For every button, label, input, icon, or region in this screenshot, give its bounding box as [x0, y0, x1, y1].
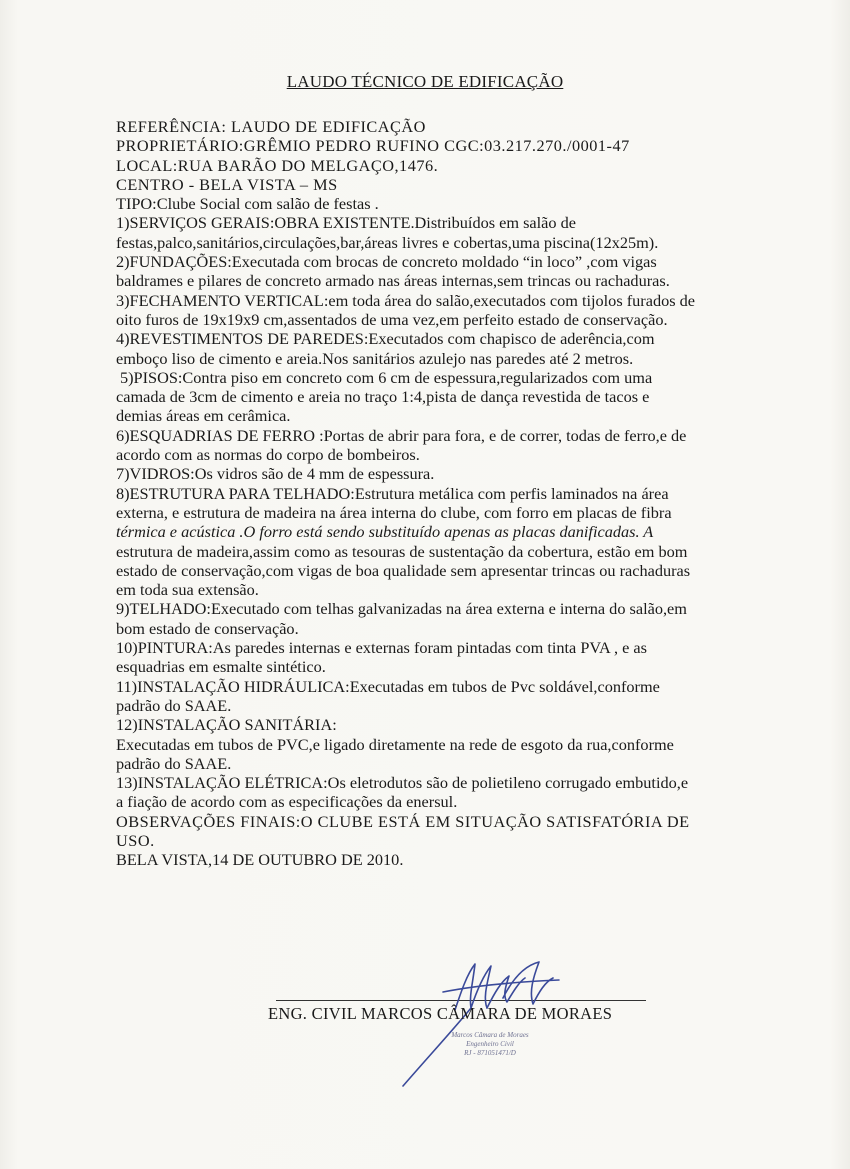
section-1-line: 1)SERVIÇOS GERAIS:OBRA EXISTENTE.Distribuídos em salão de	[116, 213, 576, 233]
type-line: TIPO:Clube Social com salão de festas .	[116, 194, 379, 214]
section-13-line: 13)INSTALAÇÃO ELÉTRICA:Os eletrodutos são de polietileno corrugado embutido,e	[116, 773, 689, 793]
section-6-line: acordo com as normas do corpo de bombeiros.	[116, 445, 420, 465]
section-11-line: 11)INSTALAÇÃO HIDRÁULICA:Executadas em tubos de Pvc soldável,conforme	[116, 676, 660, 696]
district-line: CENTRO - BELA VISTA – MS	[116, 174, 338, 194]
section-6-line: 6)ESQUADRIAS DE FERRO :Portas de abrir para fora, e de correr, todas de ferro,e de	[116, 425, 687, 445]
section-8-line: estrutura de madeira,assim como as tesouras de sustentação da cobertura, estão em bom	[116, 541, 688, 561]
final-observations-line: OBSERVAÇÕES FINAIS:O CLUBE ESTÁ EM SITUAÇÃO SATISFATÓRIA DE	[116, 811, 690, 831]
engineer-name: ENG. CIVIL MARCOS CÂMARA DE MORAES	[268, 1004, 613, 1023]
owner-line: PROPRIETÁRIO:GRÊMIO PEDRO RUFINO CGC:03.217.270./0001-47	[116, 136, 630, 156]
section-5-line: demias áreas em cerâmica.	[116, 406, 291, 426]
stamp-registration: RJ - 871051471/D	[464, 1049, 516, 1057]
location-line: LOCAL:RUA BARÃO DO MELGAÇO,1476.	[116, 155, 439, 175]
section-3-line: 3)FECHAMENTO VERTICAL:em toda área do salão,executados com tijolos furados de	[116, 290, 695, 310]
section-8-line: estado de conservação,com vigas de boa qualidade sem apresentar trincas ou rachaduras	[116, 560, 691, 580]
stamp-name: Marcos Câmara de Moraes	[451, 1031, 529, 1039]
section-12-line: 12)INSTALAÇÃO SANITÁRIA:	[116, 715, 337, 735]
section-10-line: esquadrias em esmalte sintético.	[116, 657, 326, 677]
section-10-line: 10)PINTURA:As paredes internas e externas foram pintadas com tinta PVA , e as	[116, 638, 647, 658]
section-9-line: bom estado de conservação.	[116, 618, 299, 638]
section-8-line: externa, e estrutura de madeira na área interna do clube, com forro em placas de fibra	[116, 502, 672, 522]
section-12-line: padrão do SAAE.	[116, 753, 232, 773]
section-12-line: Executadas em tubos de PVC,e ligado diretamente na rede de esgoto da rua,conforme	[116, 734, 674, 754]
section-2-line: 2)FUNDAÇÕES:Executada com brocas de concreto moldado “in loco” ,com vigas	[116, 252, 657, 272]
section-11-line: padrão do SAAE.	[116, 695, 232, 715]
document-title: LAUDO TÉCNICO DE EDIFICAÇÃO	[286, 72, 564, 91]
section-8-line: térmica e acústica .O forro está sendo substituído apenas as placas danificadas. A	[116, 522, 654, 542]
section-8-line: em toda sua extensão.	[116, 580, 259, 600]
section-2-line: baldrames e pilares de concreto armado nas áreas internas,sem trincas ou rachaduras.	[116, 271, 670, 291]
final-observations-line: USO.	[116, 830, 155, 850]
section-9-line: 9)TELHADO:Executado com telhas galvanizadas na área externa e interna do salão,em	[116, 599, 687, 619]
reference-line: REFERÊNCIA: LAUDO DE EDIFICAÇÃO	[116, 117, 426, 136]
section-7-line: 7)VIDROS:Os vidros são de 4 mm de espessura.	[116, 464, 435, 484]
section-5-line: camada de 3cm de cimento e areia no traço 1:4,pista de dança revestida de tacos e	[116, 387, 650, 407]
stamp-title: Engenheiro Civil	[466, 1040, 514, 1048]
section-4-line: 4)REVESTIMENTOS DE PAREDES:Executados com chapisco de aderência,com	[116, 329, 655, 349]
report-body	[116, 117, 806, 870]
section-5-line: 5)PISOS:Contra piso em concreto com 6 cm de espessura,regularizados com uma	[120, 367, 653, 387]
section-8-line: 8)ESTRUTURA PARA TELHADO:Estrutura metálica com perfis laminados na área	[116, 483, 669, 503]
engineer-stamp	[430, 1031, 550, 1058]
date-line: BELA VISTA,14 DE OUTUBRO DE 2010.	[116, 850, 404, 870]
section-13-line: a fiação de acordo com as especificações da enersul.	[116, 792, 458, 812]
section-4-line: emboço liso de cimento e areia.Nos sanitários azulejo nas paredes até 2 metros.	[116, 348, 634, 368]
signature-block	[268, 952, 658, 1082]
section-1-line: festas,palco,sanitários,circulações,bar,áreas livres e cobertas,uma piscina(12x25m).	[116, 232, 659, 252]
section-3-line: oito furos de 19x19x9 cm,assentados de uma vez,em perfeito estado de conservação.	[116, 309, 668, 329]
